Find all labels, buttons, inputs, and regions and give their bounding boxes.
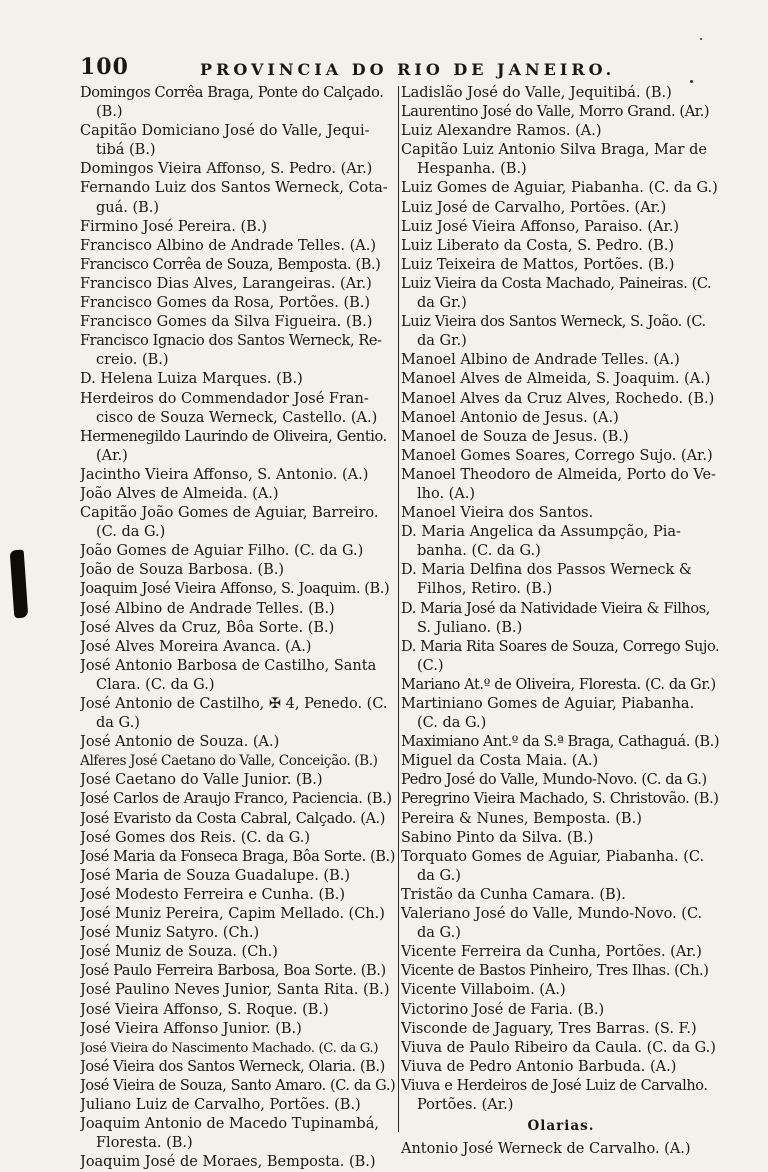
directory-entry [80,122,396,160]
left-column [80,84,396,1172]
entry-text: João de Souza Barbosa. (B.) [80,562,285,579]
directory-entry [401,695,721,733]
directory-entry [401,1020,721,1039]
entry-text: José Evaristo da Costa Cabral, Calçado. (A.) [80,810,386,827]
directory-entry [80,256,396,275]
entry-text: Manoel Theodoro de Almeida, Porto do Ve- [401,466,716,483]
entry-text: Francisco Corrêa de Souza, Bemposta. (B.) [80,256,381,273]
entry-text: Alferes José Caetano do Valle, Conceição. (B.) [80,753,378,770]
directory-entry [80,962,396,981]
entry-continuation: S. Juliano. (B.) [417,619,523,636]
entry-text: Manoel Alves de Almeida, S. Joaquim. (A.) [401,371,711,388]
entry-text: Francisco Ignacio dos Santos Werneck, Re- [80,333,382,350]
entry-text: José Paulo Ferreira Barbosa, Boa Sorte. (B.) [80,963,386,980]
entry-text: D. Maria Angelica da Assumpção, Pia- [401,524,681,541]
entry-text: Viuva e Herdeiros de José Luiz de Carvalho. [401,1077,708,1094]
directory-entry [401,466,721,504]
directory-entry [80,580,396,599]
entry-continuation: tibá (B.) [96,142,156,159]
entry-continuation: Filhos, Retiro. (B.) [417,581,553,598]
entry-continuation: banha. (C. da G.) [417,543,541,560]
entry-continuation: Floresta. (B.) [96,1135,193,1152]
directory-entry [80,924,396,943]
entry-text: D. Maria Delfina dos Passos Werneck & [401,562,692,579]
entry-text: Miguel da Costa Maia. (A.) [401,753,599,770]
directory-entry [401,409,721,428]
entry-text: José Paulino Neves Junior, Santa Rita. (B.) [80,982,390,999]
entry-text: Luiz Teixeira de Mattos, Portões. (B.) [401,256,675,273]
entry-text: Domingos Vieira Affonso, S. Pedro. (Ar.) [80,161,373,178]
entry-text: José Albino de Andrade Telles. (B.) [80,600,335,617]
entry-text: José Alves da Cruz, Bôa Sorte. (B.) [80,619,335,636]
directory-entry [80,771,396,790]
entry-text: José Muniz de Souza. (Ch.) [80,944,278,961]
entry-continuation: (C. da G.) [417,715,487,732]
entry-text: Capitão Luiz Antonio Silva Braga, Mar de [401,142,707,159]
directory-entry [80,1058,396,1077]
directory-entry [401,523,721,561]
directory-entry [80,332,396,370]
entry-text: José Maria da Fonseca Braga, Bôa Sorte. (B.) [80,848,395,865]
directory-entry [80,1096,396,1115]
directory-entry [80,390,396,428]
directory-entry [80,466,396,485]
directory-entry [401,962,721,981]
directory-entry [80,943,396,962]
entry-text: Martiniano Gomes de Aguiar, Piabanha. [401,696,695,712]
directory-entry [401,981,721,1000]
directory-entry [401,1039,721,1058]
directory-entry [80,428,396,466]
entry-text: Pedro José do Valle, Mundo-Novo. (C. da G.) [401,772,707,789]
entry-text: Luiz Vieira dos Santos Werneck, S. João. (C. [401,314,706,331]
entry-text: Vicente Ferreira da Cunha, Portões. (Ar.) [401,944,702,961]
entry-continuation: (B.) [96,104,123,121]
directory-entry [80,160,396,179]
directory-entry [80,981,396,1000]
entry-text: José Muniz Satyro. (Ch.) [80,925,260,942]
entry-continuation: creio. (B.) [96,352,169,369]
entry-text: José Muniz Pereira, Capim Mellado. (Ch.) [80,906,385,923]
directory-entry [401,848,721,886]
entry-text: Francisco Gomes da Rosa, Portões. (B.) [80,295,371,312]
entry-text: Visconde de Jaguary, Tres Barras. (S. F.) [401,1020,697,1037]
entry-text: José Vieira dos Santos Werneck, Olaria. (B.) [80,1058,385,1075]
entry-continuation: da G.) [96,715,140,732]
directory-entry [401,600,721,638]
entry-text: José Vieira de Souza, Santo Amaro. (C. da G.) [80,1077,396,1094]
directory-entry [80,504,396,542]
directory-entry [80,638,396,657]
entry-text: Laurentino José do Valle, Morro Grand. (Ar.) [401,104,710,121]
entry-continuation: da Gr.) [417,333,467,350]
entry-text: Capitão Domiciano José do Valle, Jequi- [80,123,370,140]
entry-text: Viuva de Paulo Ribeiro da Caula. (C. da G.) [401,1039,716,1056]
entry-text: Valeriano José do Valle, Mundo-Novo. (C. [401,906,703,923]
directory-entry [80,1077,396,1096]
entry-text: Manoel Albino de Andrade Telles. (A.) [401,352,680,369]
entry-text: Manoel Alves da Cruz Alves, Rochedo. (B.) [401,390,715,407]
directory-entry [401,810,721,829]
directory-entry [401,790,721,809]
ink-speck [690,80,693,83]
entry-continuation: cisco de Souza Werneck, Castello. (A.) [96,409,378,426]
directory-entry [401,313,721,351]
entry-text: José Caetano do Valle Junior. (B.) [80,772,323,789]
entry-continuation: (C.) [417,657,444,674]
directory-entry [80,600,396,619]
entry-text: D. Maria José da Natividade Vieira & Filhos, [401,600,711,617]
directory-entry [80,1039,396,1058]
entry-continuation: da Gr.) [417,295,467,312]
entry-text: Sabino Pinto da Silva. (B.) [401,829,594,846]
directory-entry [80,886,396,905]
entry-continuation: (Ar.) [96,447,128,464]
entry-text: Viuva de Pedro Antonio Barbuda. (A.) [401,1058,677,1075]
directory-entry [80,829,396,848]
section-heading: Olarias. [527,1118,595,1135]
entry-text: José Modesto Ferreira e Cunha. (B.) [80,886,346,903]
entry-text: José Vieira Affonso Junior. (B.) [80,1020,302,1037]
directory-entry [401,752,721,771]
entry-text: D. Helena Luiza Marques. (B.) [80,371,303,388]
entry-text: Herdeiros do Commendador José Fran- [80,390,369,407]
directory-entry [401,84,721,103]
entry-text: José Alves Moreira Avanca. (A.) [80,638,312,655]
entry-text: Maximiano Ant.º da S.ª Braga, Cathaguá. (B.) [401,734,720,751]
directory-entry [80,542,396,561]
entry-text: José Antonio de Souza. (A.) [80,734,280,751]
entry-text: Vicente de Bastos Pinheiro, Tres Ilhas. (Ch.) [401,963,709,980]
directory-entry [80,1153,396,1172]
directory-entry [80,790,396,809]
entry-text: Ladislão José do Valle, Jequitibá. (B.) [401,85,672,101]
directory-entry [80,370,396,389]
directory-entry [401,428,721,447]
directory-entry [80,752,396,771]
directory-entry [401,103,721,122]
directory-entry [80,237,396,256]
entry-text: Francisco Gomes da Silva Figueira. (B.) [80,314,373,331]
entry-text: Victorino José de Faria. (B.) [401,1001,605,1018]
directory-entry [401,676,721,695]
entry-text: Hermenegildo Laurindo de Oliveira, Gentio. [80,428,387,445]
directory-entry [401,504,721,523]
entry-continuation: Portões. (Ar.) [417,1096,514,1113]
ink-blot [10,550,29,619]
entry-text: Manoel Antonio de Jesus. (A.) [401,409,619,426]
directory-entry [401,275,721,313]
entry-text: Firmino José Pereira. (B.) [80,218,268,235]
entry-continuation: da G.) [417,867,461,884]
directory-entry [401,1001,721,1020]
entry-text: Luiz Alexandre Ramos. (A.) [401,123,602,140]
directory-entry [80,657,396,695]
entry-text: Jacintho Vieira Affonso, S. Antonio. (A.) [80,466,369,483]
entry-text: João Gomes de Aguiar Filho. (C. da G.) [80,543,364,560]
directory-entry [401,237,721,256]
entry-text: José Vieira Affonso, S. Roque. (B.) [80,1001,329,1018]
entry-text: Antonio José Werneck de Carvalho. (A.) [401,1141,691,1158]
page-number: 100 [80,54,129,80]
directory-entry [401,1077,721,1115]
directory-entry [401,256,721,275]
directory-entry [80,218,396,237]
directory-entry [80,84,396,122]
entry-text: Tristão da Cunha Camara. (B). [401,886,626,903]
directory-entry [80,275,396,294]
entry-text: Manoel de Souza de Jesus. (B.) [401,428,629,445]
directory-entry [80,905,396,924]
directory-entry [401,1140,721,1159]
directory-entry [80,619,396,638]
directory-entry [80,485,396,504]
entry-text: Francisco Albino de Andrade Telles. (A.) [80,237,376,254]
entry-text: Luiz Liberato da Costa, S. Pedro. (B.) [401,237,675,254]
entry-text: D. Maria Rita Soares de Souza, Corrego Sujo. [401,638,720,655]
directory-entry [401,370,721,389]
directory-entry [80,1001,396,1020]
entry-text: Vicente Villaboim. (A.) [401,982,566,999]
directory-entry [401,905,721,943]
directory-entry [401,1058,721,1077]
entry-text: Domingos Corrêa Braga, Ponte do Calçado. [80,85,384,101]
entry-text: Luiz Vieira da Costa Machado, Paineiras. (C. [401,275,712,292]
directory-entry [401,561,721,599]
ink-speck [700,38,702,40]
entry-continuation: Clara. (C. da G.) [96,676,215,693]
directory-entry [80,313,396,332]
entry-text: Capitão João Gomes de Aguiar, Barreiro. [80,505,379,522]
entry-text: Fernando Luiz dos Santos Werneck, Cota- [80,180,388,197]
column-divider [398,86,399,1132]
directory-entry [401,351,721,370]
directory-entry [401,447,721,466]
directory-entry [401,390,721,409]
entry-text: Peregrino Vieira Machado, S. Christovão. (B.) [401,791,719,808]
directory-entry [401,122,721,141]
entry-text: Pereira & Nunes, Bemposta. (B.) [401,810,642,827]
entry-continuation: (C. da G.) [96,524,166,541]
directory-entry [80,1115,396,1153]
directory-entry [401,141,721,179]
entry-text: Juliano Luiz de Carvalho, Portões. (B.) [80,1096,361,1113]
entry-text: Joaquim José de Moraes, Bemposta. (B.) [80,1154,376,1171]
entry-text: Luiz Gomes de Aguiar, Piabanha. (C. da G.) [401,180,718,197]
entry-text: José Carlos de Araujo Franco, Paciencia. (B.) [80,791,392,808]
right-column [401,84,721,1159]
directory-entry [80,1020,396,1039]
entry-text: Manoel Vieira dos Santos. [401,505,594,522]
entry-text: José Antonio de Castilho, ✠ 4, Penedo. (C. [80,696,388,712]
entry-text: João Alves de Almeida. (A.) [80,485,279,502]
entry-continuation: da G.) [417,925,461,942]
directory-entry [401,943,721,962]
directory-entry [80,867,396,886]
directory-entry [401,886,721,905]
directory-entry [80,294,396,313]
running-head: PROVINCIA DO RIO DE JANEIRO. [200,60,616,79]
directory-entry [401,179,721,198]
entry-text: Joaquim Antonio de Macedo Tupinambá, [80,1116,379,1133]
entry-continuation: guá. (B.) [96,199,160,216]
directory-entry [401,638,721,676]
entry-text: Mariano At.º de Oliveira, Floresta. (C. da Gr.) [401,676,716,693]
directory-entry [401,771,721,790]
directory-entry [80,695,396,733]
directory-entry [401,829,721,848]
directory-entry [80,179,396,217]
entry-text: Francisco Dias Alves, Larangeiras. (Ar.) [80,275,372,292]
entry-continuation: lho. (A.) [417,485,476,502]
directory-entry [401,218,721,237]
entry-text: José Gomes dos Reis. (C. da G.) [80,829,311,846]
entry-text: José Maria de Souza Guadalupe. (B.) [80,867,350,884]
directory-entry [80,848,396,867]
entry-text: Manoel Gomes Soares, Corrego Sujo. (Ar.) [401,447,713,464]
entry-text: Luiz José Vieira Affonso, Paraiso. (Ar.) [401,218,680,235]
entry-continuation: Hespanha. (B.) [417,161,527,178]
directory-entry [401,733,721,752]
directory-entry [80,810,396,829]
entry-text: Joaquim José Vieira Affonso, S. Joaquim. (B.) [80,581,390,598]
entry-text: José Vieira do Nascimento Machado. (C. da G.) [80,1040,379,1056]
directory-entry [80,733,396,752]
entry-text: Luiz José de Carvalho, Portões. (Ar.) [401,199,667,216]
directory-entry [80,561,396,580]
directory-entry [401,199,721,218]
entry-text: Torquato Gomes de Aguiar, Piabanha. (C. [401,848,705,865]
entry-text: José Antonio Barbosa de Castilho, Santa [80,657,377,674]
